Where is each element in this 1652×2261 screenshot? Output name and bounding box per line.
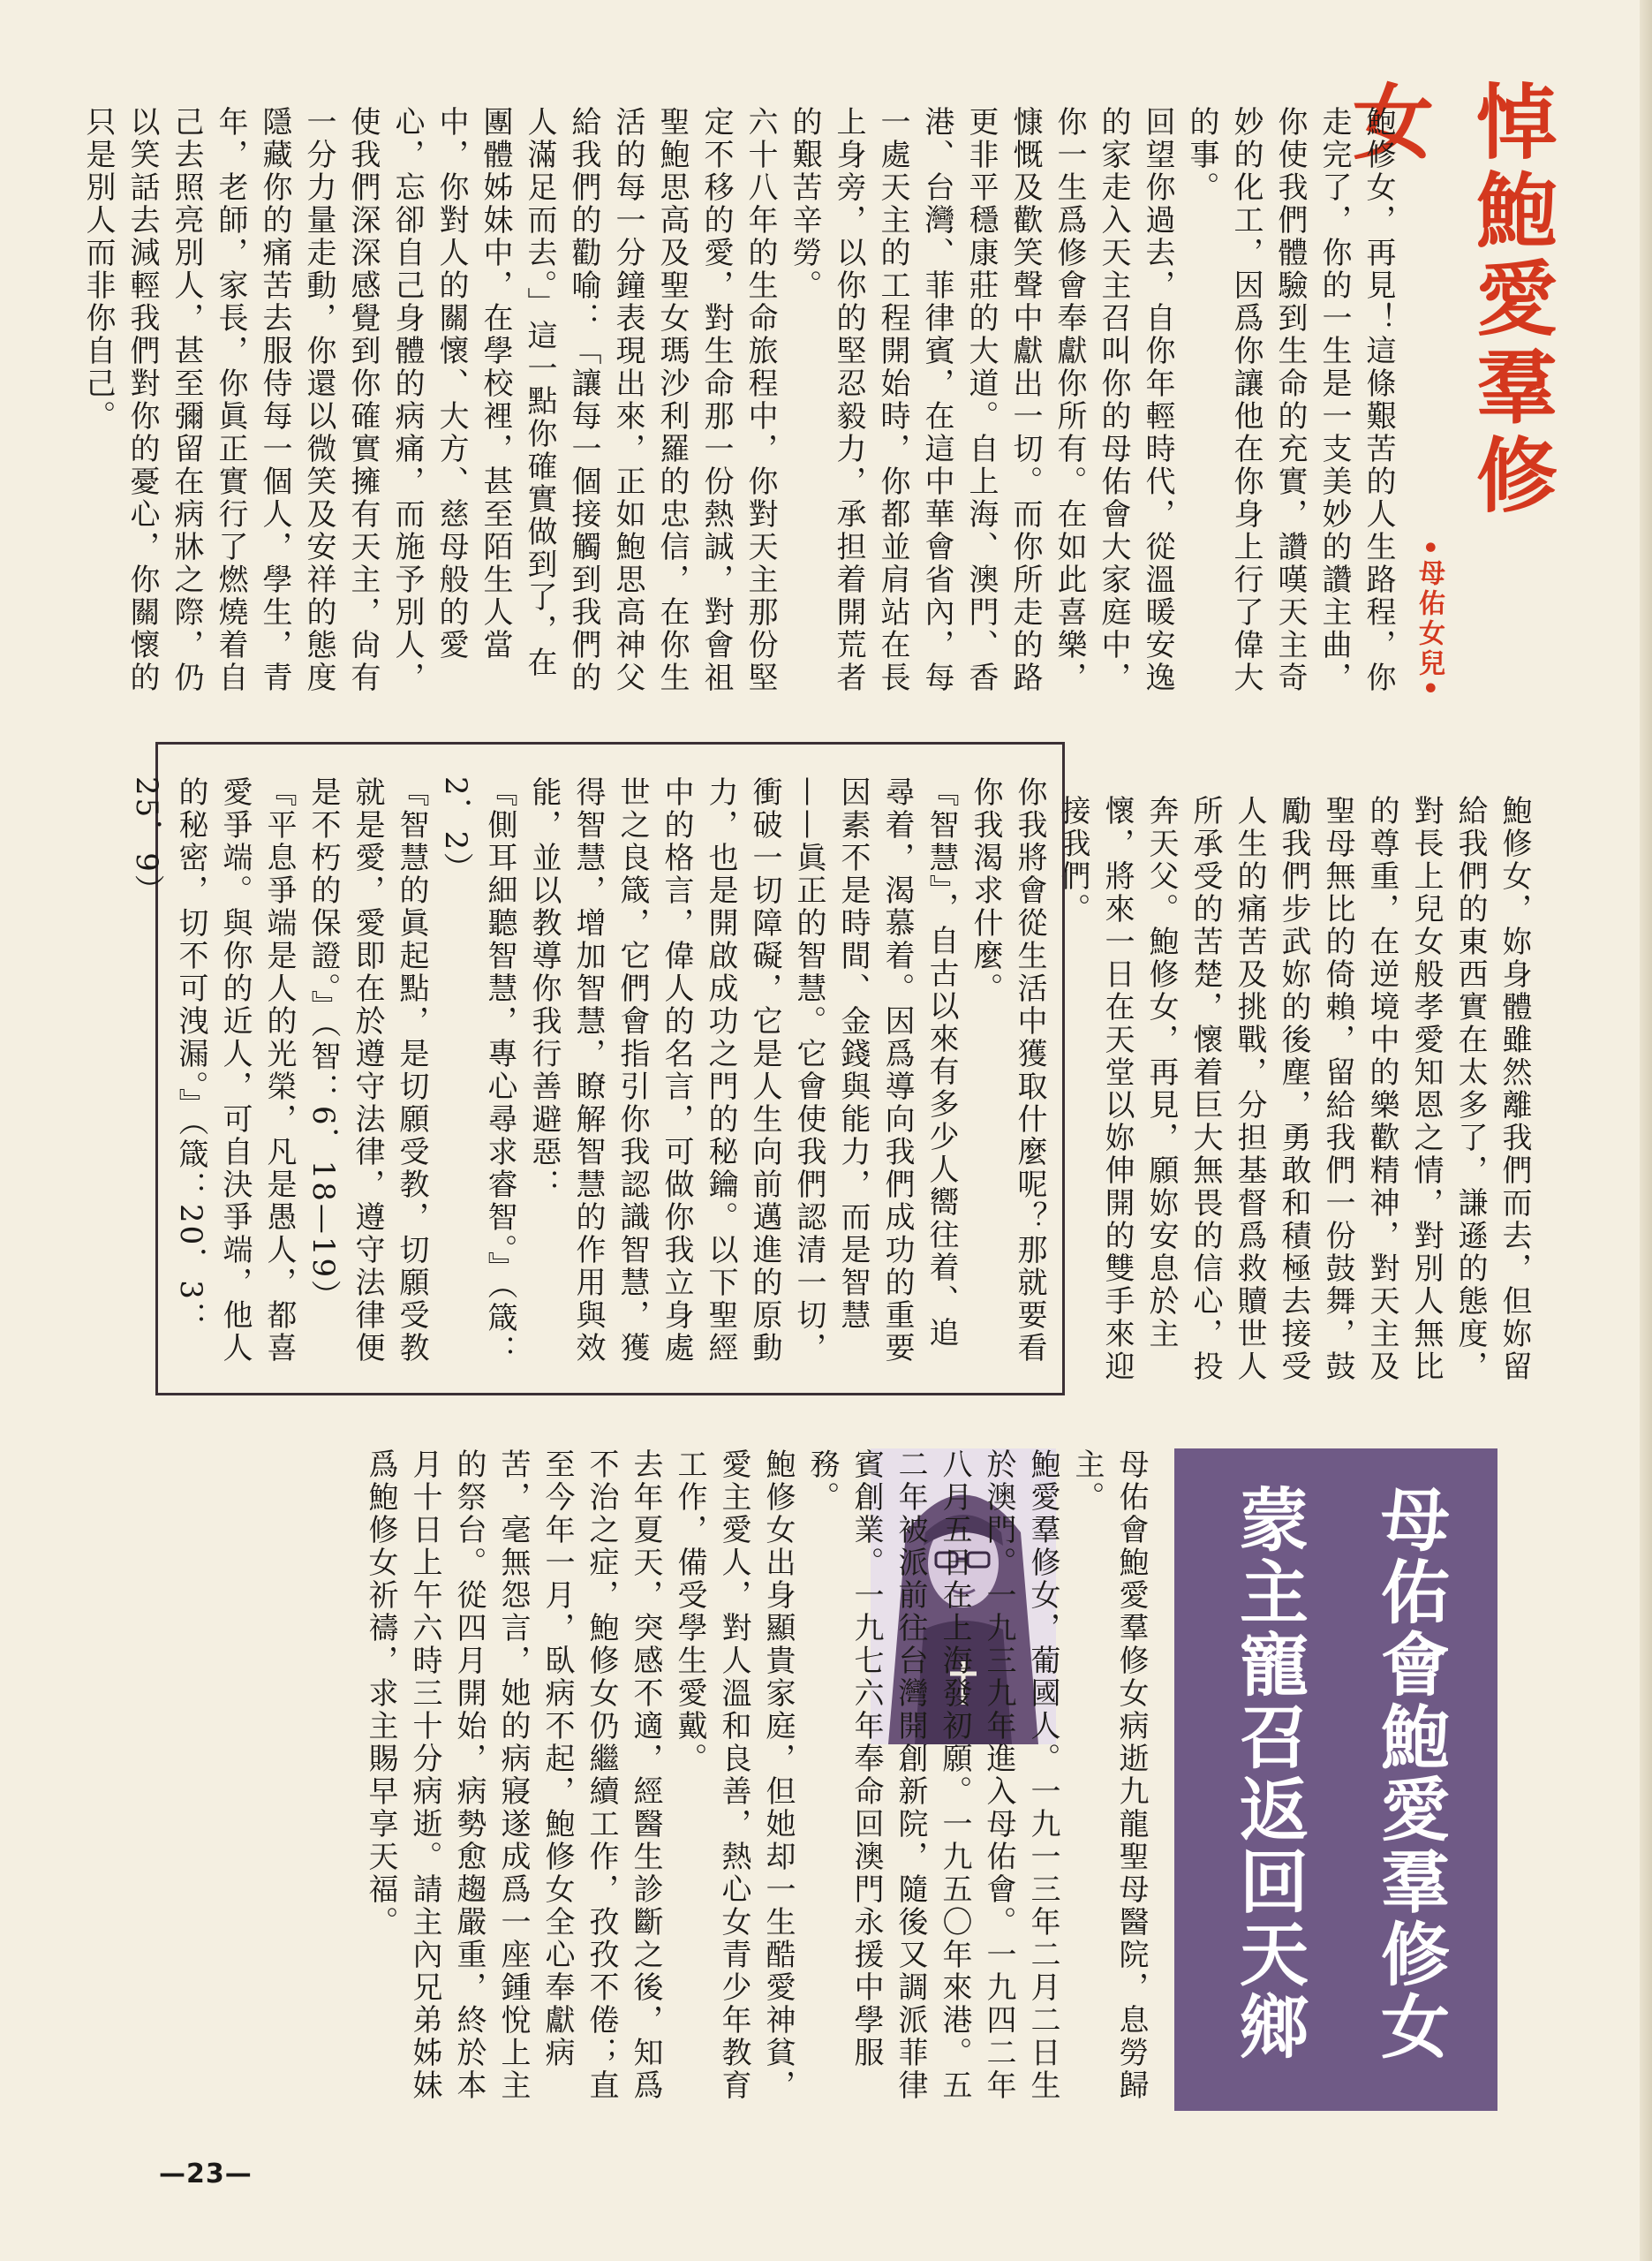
article-title: 悼鮑愛羣修女 [1339,79,1558,521]
article-body: 鮑修女，再見！這條艱苦的人生路程，你走完了，你的一生是一支美妙的讚主曲，你使我們體驗到生命的充實，讚嘆天主奇妙的化工，因爲你讓他在你身上行了偉大的事。 回望你過去，自你年輕時代，從溫暖安逸的家走入天主召叫你的母佑會大家庭中，你一生爲修會奉獻你所有。在如此喜樂，慷慨及歡笑聲中獻出一切。而你所走的路更非平穩康莊的大道。自上海、澳門、香港、台灣、菲律賓，在這中華會省內，每一處天主的工程開始時，你都並肩站在長上身旁，以你的堅忍毅力，承担着開荒者的艱苦辛勞。 六十八年的生命旅程中，你對天主那份堅定不移的愛，對生命那一份熱誠，對會祖聖鮑思高及聖女瑪沙利羅的忠信，在你生活的每一分鐘表現出來，正如鮑思高神父給我們的勸喻：「讓每一個接觸到我們的人滿足而去。」這一點你確實做到了，在團體姊妹中，在學校裡，甚至陌生人當中，你對人的關懷、大方、慈母般的愛心，忘卻自己身體的病痛，而施予別人，使我們深深感覺到你確實擁有天主，尙有一分力量走動，你還以微笑及安祥的態度隱藏你的痛苦去服侍每一個人，學生，青年，老師，家長，你眞正實行了燃燒着自己去照亮別人，甚至彌留在病牀之際，仍以笑話去減輕我們對你的憂心，你關懷的只是別人而非你自己。 [80,106,1396,694]
byline: •母佑女兒• [1414,539,1445,700]
news-banner [1174,1448,1497,2111]
news-text: 母佑會鮑愛羣修女病逝九龍聖母醫院，息勞歸主。 鮑愛羣修女，葡國人。一九一三年二月二日生於澳門。一九三九年進入母佑會。一九四二年八月五日在上海發初願。一九五〇年來港。五二年被派前往台灣開創新院，隨後又調派菲律賓創業。一九七六年奉命回澳門永援中學服務。 鮑修女出身顯貴家庭，但她却一生酷愛神貧，愛主愛人，對人溫和良善，熱心女青少年教育工作，備受學生愛戴。 去年夏天，突感不適，經醫生診斷之後，知爲不治之症，鮑修女仍繼續工作，孜孜不倦；直至今年一月，臥病不起，鮑修女全心奉獻病苦，毫無怨言，她的病寢遂成爲一座鍾悅上主的祭台。從四月開始，病勢愈趨嚴重，終於本月十日上午六時三十分病逝。請主內兄弟姊妹爲鮑修女祈禱，求主賜早享天福。 [363,1448,1149,2102]
quote-box-text: 你我將會從生活中獲取什麼呢？那就要看你我渴求什麼。 『智慧』，自古以來有多少人嚮往着、追尋着，渴慕着。因爲導向我們成功的重要因素不是時間、金錢與能力，而是智慧——眞正的智慧。它會使我們認清一切，衝破一切障礙，它是人生向前邁進的原動力，也是開啟成功之門的秘鑰。以下聖經中的格言，偉人的名言，可做你我立身處世之良箴，它們會指引你我認識智慧，獲得智慧，增加智慧，瞭解智慧的作用與效能，並以教導你我行善避惡： 『側耳細聽智慧，專心尋求睿智。』（箴：2．2） 『智慧的眞起點，是切願受教，切願受教就是愛，愛即在於遵守法律，遵守法律便是不朽的保證。』（智：6．18—19） 『平息爭端是人的光榮，凡是愚人，都喜愛爭端。與你的近人，可自決爭端，他人的秘密，切不可洩漏。』（箴：20．3：25．9） [129,776,1047,1367]
article-closing: 鮑修女，妳身體雖然離我們而去，但妳留給我們的東西實在太多了，謙遜的態度，對長上兒女般孝愛知恩之情，對別人無比的尊重，在逆境中的樂歡精神，對天主及聖母無比的倚賴，留給我們一份鼓舞，鼓勵我們步武妳的後塵，勇敢和積極去接受人生的痛苦及挑戰，分担基督爲救贖世人所承受的苦楚，懷着巨大無畏的信心，投奔天父。鮑修女，再見，願妳安息於主懷，將來一日在天堂以妳伸開的雙手來迎接我們。 [1055,795,1532,1383]
news-banner-title: 母佑會鮑愛羣修女 蒙主寵召返回天鄉 [1228,1484,1449,2063]
page-edge [1640,0,1652,2261]
quote-box [129,742,1065,1395]
page-number: —23— [159,2159,253,2189]
